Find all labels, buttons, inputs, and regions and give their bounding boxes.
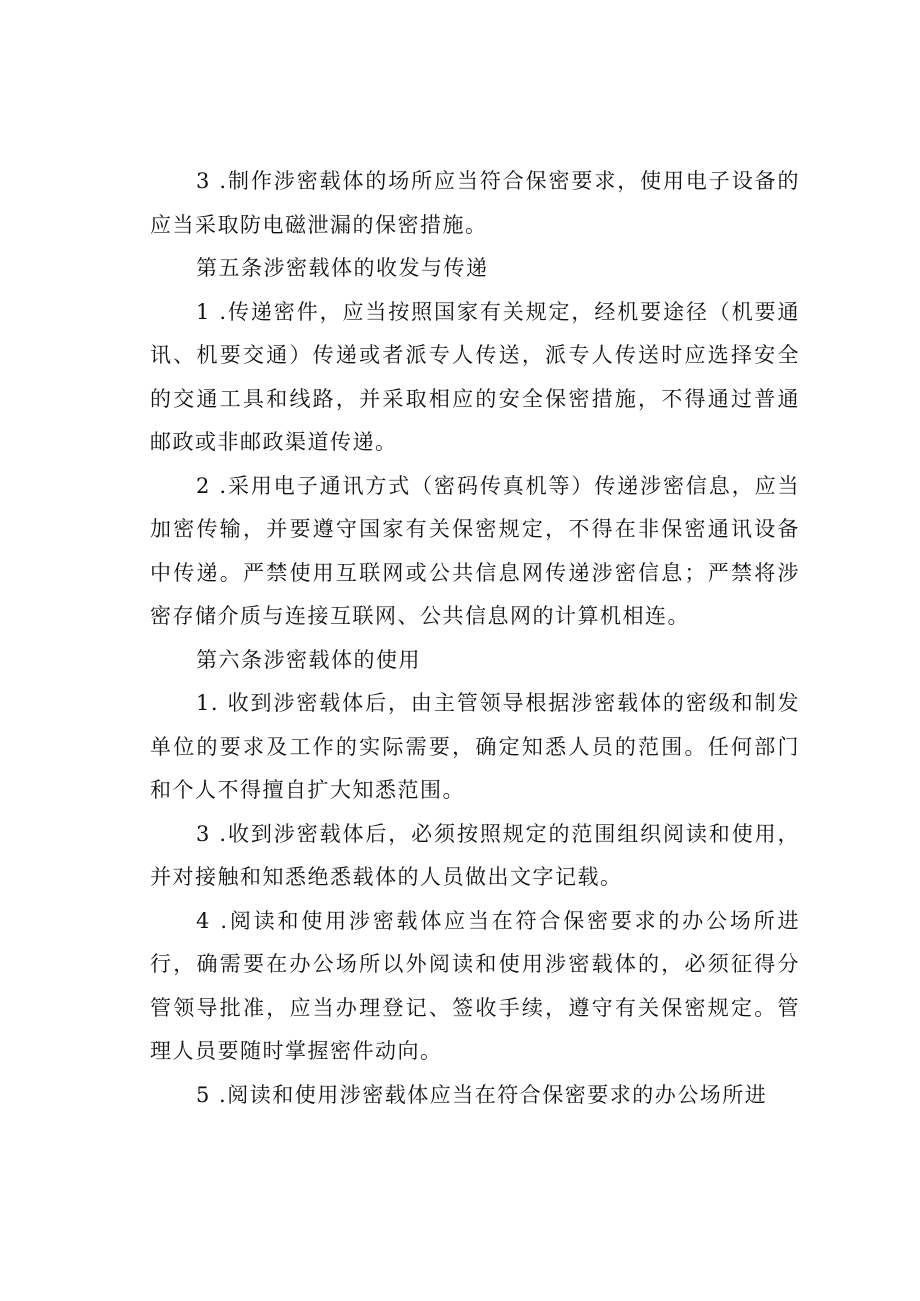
paragraph-2-electronic-transmission: 2 .采用电子通讯方式（密码传真机等）传递涉密信息，应当加密传输，并要遵守国家有关保密规定，不得在非保密通讯设备中传递。严禁使用互联网或公共信息网传递涉密信息；严禁将涉密存储介质与连接互联网、公共信息网的计算机相连。 (150, 473, 800, 628)
paragraph-1-receipt: 1. 收到涉密载体后，由主管领导根据涉密载体的密级和制发单位的要求及工作的实际需要，确定知悉人员的范围。任何部门和个人不得擅自扩大知悉范围。 (150, 691, 800, 802)
paragraph-1-transmission: 1 .传递密件，应当按照国家有关规定，经机要途径（机要通讯、机要交通）传递或者派专人传送，派专人传送时应选择安全的交通工具和线路，并采取相应的安全保密措施，不得通过普通邮政或非邮政渠道传递。 (150, 299, 800, 454)
article-6-heading: 第六条涉密载体的使用 (196, 647, 421, 672)
paragraph-5-reading-location: 5 .阅读和使用涉密载体应当在符合保密要求的办公场所进 (196, 1082, 768, 1107)
paragraph-3-production-site: 3 .制作涉密载体的场所应当符合保密要求，使用电子设备的应当采取防电磁泄漏的保密措施。 (150, 169, 800, 237)
paragraph-4-reading-location: 4 .阅读和使用涉密载体应当在符合保密要求的办公场所进行，确需要在办公场所以外阅读和使用涉密载体的，必须征得分管领导批准，应当办理登记、签收手续，遵守有关保密规定。管理人员要随时掌握密件动向。 (150, 908, 800, 1063)
article-5-heading: 第五条涉密载体的收发与传递 (196, 256, 489, 280)
paragraph-3-reading-scope: 3 .收到涉密载体后，必须按照规定的范围组织阅读和使用，并对接触和知悉绝悉载体的人员做出文字记载。 (150, 821, 800, 889)
document-body (150, 160, 800, 1117)
